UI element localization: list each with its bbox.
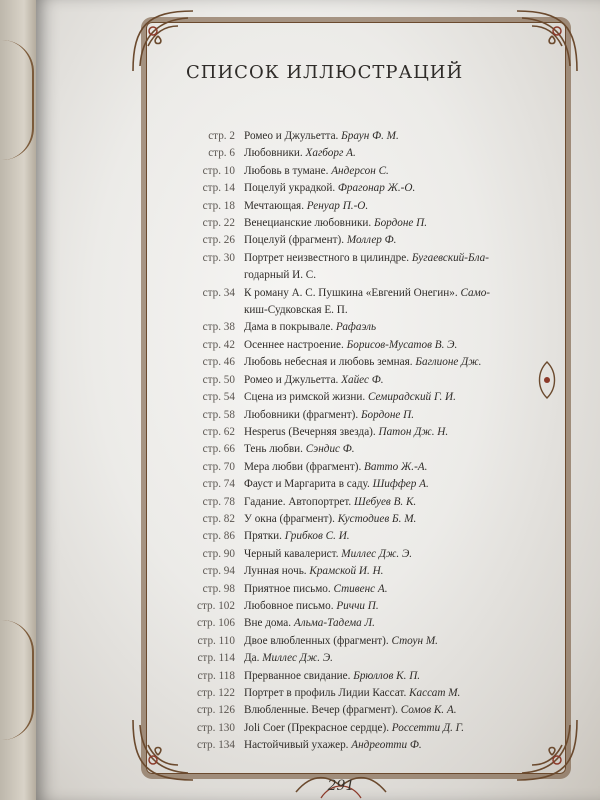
entry-title: Настойчивый ухажер. xyxy=(244,739,352,752)
list-item xyxy=(181,581,600,598)
entry-page: стр. 62 xyxy=(202,425,235,438)
list-item xyxy=(181,285,600,302)
entry-page: стр. 110 xyxy=(197,634,235,647)
entry-page: стр. 14 xyxy=(202,182,235,195)
entry-title: Прерванное свидание. xyxy=(244,669,354,682)
entry-page: стр. 46 xyxy=(202,356,235,369)
entry-author: Бордоне П. xyxy=(360,408,415,421)
entry-description xyxy=(244,389,600,406)
entry-description xyxy=(244,581,600,598)
entry-author: Баглионе Дж. xyxy=(415,356,482,369)
entry-title: Да. xyxy=(244,652,263,665)
entry-page: стр. 2 xyxy=(208,130,235,142)
facing-page-edge xyxy=(0,0,40,800)
entry-description xyxy=(244,407,600,424)
entry-title: Любовники. xyxy=(244,147,306,160)
entry-description xyxy=(244,650,600,667)
entry-page: стр. 26 xyxy=(202,234,235,247)
entry-page: стр. 10 xyxy=(202,164,235,177)
entry-page: стр. 22 xyxy=(202,217,235,230)
entry-author: Сомов К. А. xyxy=(400,704,457,717)
list-item xyxy=(181,737,600,754)
list-item xyxy=(181,250,600,267)
list-item xyxy=(181,528,600,545)
list-item xyxy=(181,546,600,563)
list-item xyxy=(181,163,600,180)
entry-page: стр. 54 xyxy=(202,391,235,404)
entry-description xyxy=(244,633,600,650)
entry-author: Само- xyxy=(460,286,491,299)
entry-title: Любовь небесная и любовь земная. xyxy=(244,356,416,369)
facing-page-ornament xyxy=(2,620,34,740)
list-item xyxy=(181,424,600,441)
entry-description xyxy=(244,737,600,754)
entry-title: У окна (фрагмент). xyxy=(244,512,338,525)
list-item xyxy=(181,598,600,615)
entry-title: Портрет в профиль Лидии Кассат. xyxy=(244,687,410,699)
entry-title: Влюбленные. Вечер (фрагмент). xyxy=(244,704,401,717)
list-item xyxy=(181,215,600,232)
entry-description xyxy=(244,668,600,685)
list-item xyxy=(181,511,600,528)
entry-author: Семирадский Г. И. xyxy=(367,391,456,404)
entry-title: Фауст и Маргарита в саду. xyxy=(244,478,373,491)
entry-page: стр. 106 xyxy=(197,617,235,630)
list-item xyxy=(181,563,600,580)
list-item xyxy=(181,685,600,702)
entry-description xyxy=(244,285,600,302)
entry-author: Миллес Дж. Э. xyxy=(341,547,413,560)
list-item xyxy=(181,372,600,389)
entry-description xyxy=(244,598,600,615)
entry-page: стр. 66 xyxy=(202,443,235,456)
list-item xyxy=(181,615,600,632)
entry-continuation: годарный И. С. xyxy=(244,269,317,282)
entry-page: стр. 18 xyxy=(202,199,235,212)
entry-description xyxy=(244,546,600,563)
entry-title: Joli Coer (Прекрасное сердце). xyxy=(244,721,392,734)
list-item xyxy=(181,459,600,476)
entry-description xyxy=(244,476,600,493)
entry-page: стр. 114 xyxy=(197,652,235,665)
entry-page: стр. 134 xyxy=(197,739,235,752)
entry-description xyxy=(244,441,600,458)
entry-author: Стоун М. xyxy=(391,634,438,647)
entry-page: стр. 70 xyxy=(202,460,235,473)
entry-title: Гадание. Автопортрет. xyxy=(244,495,355,508)
entry-description xyxy=(244,180,600,197)
entry-page: стр. 34 xyxy=(202,286,235,299)
entry-author: Бугаевский-Бла- xyxy=(411,251,489,264)
entry-page: стр. 74 xyxy=(202,478,235,491)
entry-author: Грибков С. И. xyxy=(284,530,350,543)
entry-author: Андерсон С. xyxy=(331,164,389,177)
list-item xyxy=(181,180,600,197)
page-number-ornament xyxy=(291,772,391,800)
entry-description xyxy=(244,354,600,371)
entry-description xyxy=(244,215,600,232)
entry-author: Кассат М. xyxy=(409,687,461,699)
entry-page: стр. 122 xyxy=(197,687,235,699)
list-item xyxy=(181,720,600,737)
entry-author: Стивенс А. xyxy=(333,582,388,595)
entry-continuation: киш-Судковская Е. П. xyxy=(244,304,348,317)
entry-title: Поцелуй (фрагмент). xyxy=(244,234,347,247)
entry-description xyxy=(244,563,600,580)
list-item xyxy=(181,128,600,145)
list-item xyxy=(181,494,600,511)
entry-title: Любовь в тумане. xyxy=(244,164,332,177)
list-item xyxy=(181,702,600,719)
entry-description xyxy=(244,702,600,719)
entry-description xyxy=(244,128,600,145)
entry-title: Двое влюбленных (фрагмент). xyxy=(244,634,392,647)
entry-author: Шиффер А. xyxy=(372,478,429,491)
page-title: СПИСОК ИЛЛЮСТРАЦИЙ xyxy=(186,62,464,83)
entry-title: Приятное письмо. xyxy=(244,582,334,595)
entry-title: Поцелуй украдкой. xyxy=(244,182,338,195)
entry-description xyxy=(244,685,600,702)
entry-description xyxy=(244,372,600,389)
page-number: 291 xyxy=(327,778,355,794)
entry-title: Hesperus (Вечерняя звезда). xyxy=(244,425,379,438)
entry-title: Любовное письмо. xyxy=(244,599,337,612)
list-item xyxy=(181,354,600,371)
entry-author: Риччи П. xyxy=(336,599,379,612)
entry-description xyxy=(244,511,600,528)
entry-description xyxy=(244,250,600,267)
entry-author: Хагборг А. xyxy=(305,147,356,160)
list-item xyxy=(181,407,600,424)
entry-author: Моллер Ф. xyxy=(346,234,397,247)
entry-author: Сэндис Ф. xyxy=(305,443,355,456)
entry-page: стр. 94 xyxy=(202,565,235,578)
entry-author: Бордоне П. xyxy=(373,217,428,230)
entry-title: Осеннее настроение. xyxy=(244,338,347,351)
entry-description xyxy=(244,528,600,545)
entry-description xyxy=(244,145,600,162)
entry-page: стр. 118 xyxy=(197,669,235,682)
entry-page: стр. 82 xyxy=(202,512,235,525)
list-item xyxy=(181,650,600,667)
entry-title: К роману А. С. Пушкина «Евгений Онегин». xyxy=(244,286,461,299)
entry-description xyxy=(244,494,600,511)
entry-page: стр. 42 xyxy=(202,338,235,351)
entry-page: стр. 126 xyxy=(197,704,235,717)
list-item xyxy=(181,476,600,493)
entry-author: Крамской И. Н. xyxy=(309,565,384,578)
entry-title: Лунная ночь. xyxy=(244,565,310,578)
entry-title: Тень любви. xyxy=(244,443,306,456)
entry-description xyxy=(244,337,600,354)
entry-description xyxy=(244,424,600,441)
entry-author: Кустодиев Б. М. xyxy=(337,512,417,525)
entry-author: Патон Дж. Н. xyxy=(378,425,449,438)
entry-description xyxy=(244,163,600,180)
entry-page: стр. 78 xyxy=(202,495,235,508)
entry-author: Ренуар П.-О. xyxy=(306,199,369,212)
list-item xyxy=(181,232,600,249)
entry-title: Прятки. xyxy=(244,530,285,543)
entry-page: стр. 130 xyxy=(197,721,235,734)
entry-title: Ромео и Джульетта. xyxy=(244,130,342,142)
entry-description xyxy=(244,232,600,249)
entry-page: стр. 98 xyxy=(202,582,235,595)
facing-page-ornament xyxy=(2,40,34,160)
entry-title: Черный кавалерист. xyxy=(244,547,342,560)
list-item xyxy=(181,198,600,215)
entry-title: Любовники (фрагмент). xyxy=(244,408,361,421)
list-item xyxy=(181,441,600,458)
entry-author: Миллес Дж. Э. xyxy=(262,652,333,665)
entry-page: стр. 30 xyxy=(202,251,235,264)
entry-page: стр. 90 xyxy=(202,547,235,560)
list-item xyxy=(181,668,600,685)
entry-description xyxy=(244,319,600,336)
entry-page: стр. 6 xyxy=(208,147,235,160)
entry-title: Сцена из римской жизни. xyxy=(244,391,368,404)
entry-title: Венецианские любовники. xyxy=(244,217,374,230)
entry-title: Вне дома. xyxy=(244,617,294,630)
entry-title: Мера любви (фрагмент). xyxy=(244,460,365,473)
book-page xyxy=(36,0,600,800)
entry-author: Рафаэль xyxy=(335,321,377,334)
entry-title: Мечтающая. xyxy=(244,199,307,212)
entry-title: Портрет неизвестного в цилиндре. xyxy=(244,251,412,264)
illustration-list xyxy=(181,128,600,755)
entry-author: Борисов-Мусатов В. Э. xyxy=(346,338,458,351)
entry-author: Альма-Тадема Л. xyxy=(293,617,375,630)
entry-author: Андреотти Ф. xyxy=(351,739,422,752)
entry-description xyxy=(244,459,600,476)
entry-author: Фрагонар Ж.-О. xyxy=(337,182,416,195)
entry-author: Ватто Ж.-А. xyxy=(364,460,428,473)
entry-title: Ромео и Джульетта. xyxy=(244,373,342,386)
entry-title: Дама в покрывале. xyxy=(244,321,336,334)
entry-page: стр. 38 xyxy=(202,321,235,334)
entry-author: Брюллов К. П. xyxy=(353,669,421,682)
list-item xyxy=(181,319,600,336)
entry-author: Россетти Д. Г. xyxy=(391,721,465,734)
entry-description xyxy=(244,720,600,737)
list-item xyxy=(181,389,600,406)
entry-description xyxy=(244,198,600,215)
list-item xyxy=(181,633,600,650)
entry-author: Хайес Ф. xyxy=(341,373,384,386)
entry-author: Браун Ф. М. xyxy=(341,130,399,142)
entry-page: стр. 102 xyxy=(197,599,235,612)
list-item xyxy=(181,337,600,354)
list-item xyxy=(181,145,600,162)
entry-page: стр. 58 xyxy=(202,408,235,421)
entry-description xyxy=(244,615,600,632)
entry-page: стр. 86 xyxy=(202,530,235,543)
entry-page: стр. 50 xyxy=(202,373,235,386)
entry-author: Шебуев В. К. xyxy=(354,495,417,508)
